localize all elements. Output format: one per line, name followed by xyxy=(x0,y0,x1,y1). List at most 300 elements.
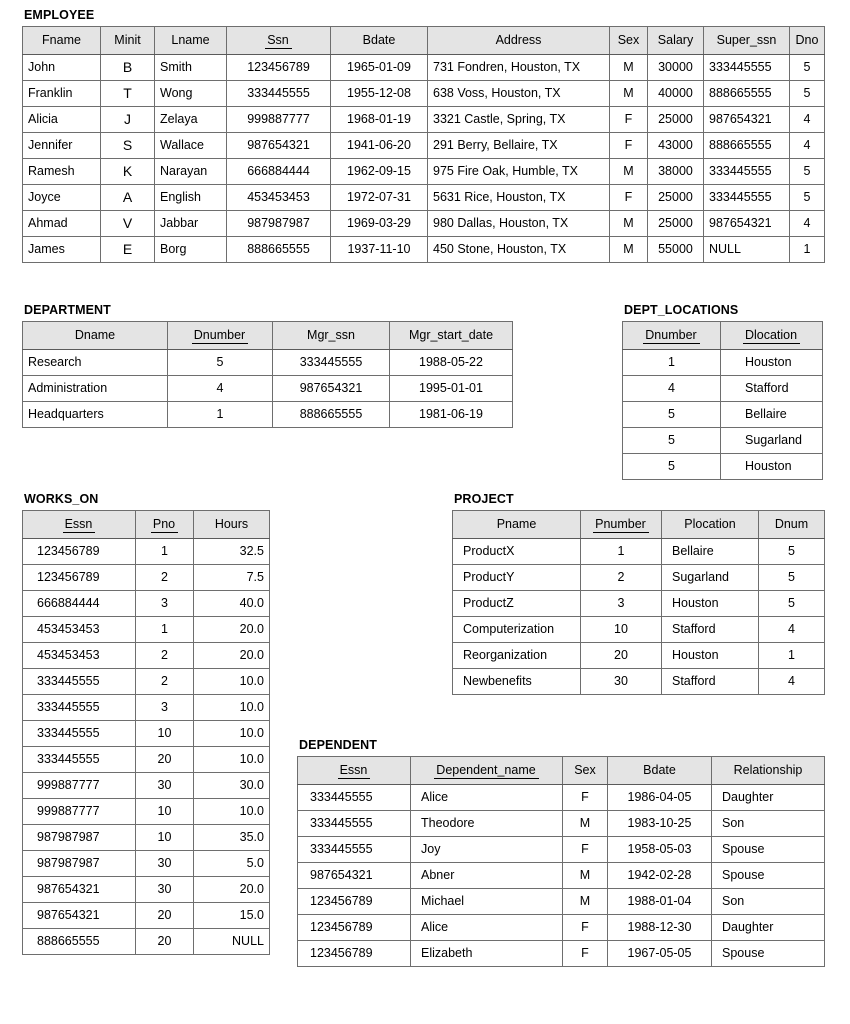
table-row xyxy=(23,81,825,107)
dept-locations-table-block xyxy=(622,303,823,480)
cell-ssn: 987987987 xyxy=(227,211,331,237)
cell-dname: Administration xyxy=(23,376,168,402)
table-row xyxy=(623,428,823,454)
cell-sex: M xyxy=(610,237,648,263)
cell-fname: Franklin xyxy=(23,81,101,107)
dept-locations-caption: DEPT_LOCATIONS xyxy=(624,303,739,317)
table-row xyxy=(23,721,270,747)
cell-super-ssn: 888665555 xyxy=(704,81,790,107)
cell-minit: J xyxy=(101,107,155,133)
cell-dependent-name: Alice xyxy=(411,785,563,811)
column-header-dno: Dno xyxy=(790,27,825,55)
table-row xyxy=(453,591,825,617)
cell-pnumber: 10 xyxy=(581,617,662,643)
cell-pname: ProductX xyxy=(453,539,581,565)
column-header-bdate: Bdate xyxy=(608,757,712,785)
cell-hours: 20.0 xyxy=(194,877,270,903)
cell-sex: F xyxy=(610,133,648,159)
works-on-header-row xyxy=(23,511,270,539)
cell-ssn: 666884444 xyxy=(227,159,331,185)
cell-plocation: Sugarland xyxy=(662,565,759,591)
table-row xyxy=(453,565,825,591)
cell-dno: 4 xyxy=(790,211,825,237)
department-relation xyxy=(22,321,513,428)
dependent-table-block xyxy=(297,738,825,967)
cell-ssn: 999887777 xyxy=(227,107,331,133)
cell-minit: T xyxy=(101,81,155,107)
employee-header-row xyxy=(23,27,825,55)
cell-dnum: 5 xyxy=(759,591,825,617)
cell-plocation: Bellaire xyxy=(662,539,759,565)
table-row xyxy=(23,107,825,133)
cell-dnumber: 1 xyxy=(168,402,273,428)
cell-address: 731 Fondren, Houston, TX xyxy=(428,55,610,81)
cell-address: 3321 Castle, Spring, TX xyxy=(428,107,610,133)
cell-lname: Smith xyxy=(155,55,227,81)
cell-dnum: 1 xyxy=(759,643,825,669)
table-row xyxy=(623,376,823,402)
cell-essn: 453453453 xyxy=(23,617,136,643)
cell-bdate: 1955-12-08 xyxy=(331,81,428,107)
column-header-lname: Lname xyxy=(155,27,227,55)
cell-super-ssn: NULL xyxy=(704,237,790,263)
cell-relationship: Son xyxy=(712,811,825,837)
table-row xyxy=(298,889,825,915)
cell-pname: Reorganization xyxy=(453,643,581,669)
cell-bdate: 1937-11-10 xyxy=(331,237,428,263)
employee-table-block xyxy=(22,8,825,263)
cell-ssn: 987654321 xyxy=(227,133,331,159)
column-header-ssn: Ssn xyxy=(227,27,331,55)
cell-hours: 5.0 xyxy=(194,851,270,877)
cell-address: 291 Berry, Bellaire, TX xyxy=(428,133,610,159)
column-header-dnumber: Dnumber xyxy=(168,322,273,350)
cell-dependent-name: Elizabeth xyxy=(411,941,563,967)
cell-sex: M xyxy=(610,159,648,185)
table-row xyxy=(23,237,825,263)
column-header-salary: Salary xyxy=(648,27,704,55)
cell-ssn: 333445555 xyxy=(227,81,331,107)
cell-sex: M xyxy=(563,863,608,889)
cell-plocation: Stafford xyxy=(662,617,759,643)
cell-ssn: 123456789 xyxy=(227,55,331,81)
cell-essn: 999887777 xyxy=(23,773,136,799)
cell-lname: Wong xyxy=(155,81,227,107)
dependent-caption: DEPENDENT xyxy=(299,738,377,752)
cell-pnumber: 1 xyxy=(581,539,662,565)
cell-essn: 666884444 xyxy=(23,591,136,617)
cell-pname: Computerization xyxy=(453,617,581,643)
cell-pno: 1 xyxy=(136,617,194,643)
works-on-table-block xyxy=(22,492,270,955)
cell-pname: Newbenefits xyxy=(453,669,581,695)
cell-essn: 333445555 xyxy=(298,811,411,837)
cell-plocation: Houston xyxy=(662,643,759,669)
table-row xyxy=(298,915,825,941)
table-row xyxy=(23,747,270,773)
cell-sex: M xyxy=(563,811,608,837)
table-row xyxy=(23,591,270,617)
cell-dno: 5 xyxy=(790,55,825,81)
table-row xyxy=(23,877,270,903)
cell-pname: ProductZ xyxy=(453,591,581,617)
cell-hours: NULL xyxy=(194,929,270,955)
table-row xyxy=(23,695,270,721)
cell-mgr-start-date: 1981-06-19 xyxy=(390,402,513,428)
cell-lname: Narayan xyxy=(155,159,227,185)
table-row xyxy=(298,837,825,863)
cell-dlocation: Stafford xyxy=(721,376,823,402)
column-header-sex: Sex xyxy=(610,27,648,55)
cell-sex: M xyxy=(563,889,608,915)
cell-essn: 333445555 xyxy=(23,669,136,695)
cell-salary: 40000 xyxy=(648,81,704,107)
cell-super-ssn: 333445555 xyxy=(704,55,790,81)
table-row xyxy=(23,350,513,376)
cell-essn: 987987987 xyxy=(23,851,136,877)
cell-dnumber: 4 xyxy=(168,376,273,402)
cell-super-ssn: 333445555 xyxy=(704,185,790,211)
table-row xyxy=(23,799,270,825)
cell-pnumber: 20 xyxy=(581,643,662,669)
column-header-dnum: Dnum xyxy=(759,511,825,539)
table-row xyxy=(453,643,825,669)
cell-dno: 1 xyxy=(790,237,825,263)
cell-salary: 38000 xyxy=(648,159,704,185)
cell-lname: English xyxy=(155,185,227,211)
column-header-dlocation: Dlocation xyxy=(721,322,823,350)
cell-bdate: 1962-09-15 xyxy=(331,159,428,185)
cell-address: 980 Dallas, Houston, TX xyxy=(428,211,610,237)
cell-address: 5631 Rice, Houston, TX xyxy=(428,185,610,211)
cell-relationship: Daughter xyxy=(712,785,825,811)
table-row xyxy=(23,929,270,955)
column-header-essn: Essn xyxy=(298,757,411,785)
cell-hours: 20.0 xyxy=(194,617,270,643)
column-header-pname: Pname xyxy=(453,511,581,539)
table-row xyxy=(23,539,270,565)
dependent-header-row xyxy=(298,757,825,785)
table-row xyxy=(23,402,513,428)
cell-relationship: Spouse xyxy=(712,941,825,967)
table-row xyxy=(23,55,825,81)
cell-essn: 987654321 xyxy=(298,863,411,889)
dept-locations-header-row xyxy=(623,322,823,350)
cell-dependent-name: Theodore xyxy=(411,811,563,837)
cell-relationship: Spouse xyxy=(712,837,825,863)
cell-pno: 30 xyxy=(136,877,194,903)
column-header-mgr-ssn: Mgr_ssn xyxy=(273,322,390,350)
dept-locations-relation xyxy=(622,321,823,480)
cell-dlocation: Houston xyxy=(721,350,823,376)
cell-essn: 453453453 xyxy=(23,643,136,669)
cell-bdate: 1986-04-05 xyxy=(608,785,712,811)
cell-dno: 4 xyxy=(790,107,825,133)
cell-essn: 999887777 xyxy=(23,799,136,825)
cell-dnum: 5 xyxy=(759,539,825,565)
cell-minit: S xyxy=(101,133,155,159)
cell-dlocation: Houston xyxy=(721,454,823,480)
cell-super-ssn: 888665555 xyxy=(704,133,790,159)
cell-sex: F xyxy=(610,185,648,211)
cell-sex: F xyxy=(563,837,608,863)
column-header-pno: Pno xyxy=(136,511,194,539)
cell-relationship: Daughter xyxy=(712,915,825,941)
cell-pno: 20 xyxy=(136,747,194,773)
cell-dependent-name: Abner xyxy=(411,863,563,889)
cell-hours: 30.0 xyxy=(194,773,270,799)
cell-minit: B xyxy=(101,55,155,81)
cell-mgr-ssn: 888665555 xyxy=(273,402,390,428)
cell-pno: 10 xyxy=(136,825,194,851)
cell-dname: Research xyxy=(23,350,168,376)
cell-address: 450 Stone, Houston, TX xyxy=(428,237,610,263)
table-row xyxy=(23,903,270,929)
column-header-pnumber: Pnumber xyxy=(581,511,662,539)
cell-dnum: 4 xyxy=(759,669,825,695)
cell-bdate: 1983-10-25 xyxy=(608,811,712,837)
cell-dno: 4 xyxy=(790,133,825,159)
cell-dno: 5 xyxy=(790,159,825,185)
cell-lname: Wallace xyxy=(155,133,227,159)
cell-pnumber: 2 xyxy=(581,565,662,591)
cell-dependent-name: Alice xyxy=(411,915,563,941)
table-row xyxy=(23,185,825,211)
cell-pno: 2 xyxy=(136,669,194,695)
cell-dnumber: 5 xyxy=(168,350,273,376)
table-row xyxy=(23,669,270,695)
table-row xyxy=(23,565,270,591)
cell-salary: 55000 xyxy=(648,237,704,263)
cell-pno: 20 xyxy=(136,903,194,929)
table-row xyxy=(298,785,825,811)
cell-salary: 25000 xyxy=(648,185,704,211)
cell-essn: 333445555 xyxy=(23,721,136,747)
cell-ssn: 888665555 xyxy=(227,237,331,263)
cell-pno: 2 xyxy=(136,565,194,591)
cell-fname: James xyxy=(23,237,101,263)
cell-bdate: 1942-02-28 xyxy=(608,863,712,889)
cell-essn: 123456789 xyxy=(23,565,136,591)
cell-hours: 40.0 xyxy=(194,591,270,617)
project-caption: PROJECT xyxy=(454,492,514,506)
cell-bdate: 1941-06-20 xyxy=(331,133,428,159)
cell-essn: 123456789 xyxy=(298,889,411,915)
cell-essn: 333445555 xyxy=(23,747,136,773)
table-row xyxy=(23,133,825,159)
employee-relation xyxy=(22,26,825,263)
column-header-mgr-start-date: Mgr_start_date xyxy=(390,322,513,350)
cell-bdate: 1988-12-30 xyxy=(608,915,712,941)
department-header-row xyxy=(23,322,513,350)
cell-essn: 333445555 xyxy=(298,837,411,863)
cell-mgr-start-date: 1988-05-22 xyxy=(390,350,513,376)
cell-bdate: 1969-03-29 xyxy=(331,211,428,237)
table-row xyxy=(298,863,825,889)
cell-pno: 30 xyxy=(136,851,194,877)
cell-bdate: 1967-05-05 xyxy=(608,941,712,967)
table-row xyxy=(23,851,270,877)
table-row xyxy=(23,825,270,851)
column-header-plocation: Plocation xyxy=(662,511,759,539)
table-row xyxy=(23,376,513,402)
cell-salary: 43000 xyxy=(648,133,704,159)
cell-lname: Jabbar xyxy=(155,211,227,237)
cell-fname: Jennifer xyxy=(23,133,101,159)
cell-pno: 10 xyxy=(136,799,194,825)
cell-essn: 987987987 xyxy=(23,825,136,851)
cell-dependent-name: Michael xyxy=(411,889,563,915)
cell-hours: 10.0 xyxy=(194,669,270,695)
cell-pno: 3 xyxy=(136,591,194,617)
table-row xyxy=(23,159,825,185)
cell-pno: 3 xyxy=(136,695,194,721)
cell-dname: Headquarters xyxy=(23,402,168,428)
cell-super-ssn: 333445555 xyxy=(704,159,790,185)
cell-dnum: 4 xyxy=(759,617,825,643)
project-header-row xyxy=(453,511,825,539)
cell-essn: 987654321 xyxy=(23,877,136,903)
cell-sex: F xyxy=(563,941,608,967)
column-header-super-ssn: Super_ssn xyxy=(704,27,790,55)
cell-bdate: 1965-01-09 xyxy=(331,55,428,81)
column-header-sex: Sex xyxy=(563,757,608,785)
cell-fname: John xyxy=(23,55,101,81)
cell-dnumber: 5 xyxy=(623,428,721,454)
employee-caption: EMPLOYEE xyxy=(24,8,95,22)
cell-dnumber: 1 xyxy=(623,350,721,376)
cell-hours: 10.0 xyxy=(194,747,270,773)
column-header-hours: Hours xyxy=(194,511,270,539)
cell-lname: Zelaya xyxy=(155,107,227,133)
column-header-dnumber: Dnumber xyxy=(623,322,721,350)
cell-bdate: 1972-07-31 xyxy=(331,185,428,211)
cell-mgr-ssn: 333445555 xyxy=(273,350,390,376)
cell-minit: E xyxy=(101,237,155,263)
cell-essn: 333445555 xyxy=(298,785,411,811)
cell-pno: 2 xyxy=(136,643,194,669)
cell-pno: 30 xyxy=(136,773,194,799)
column-header-bdate: Bdate xyxy=(331,27,428,55)
column-header-dname: Dname xyxy=(23,322,168,350)
table-row xyxy=(623,454,823,480)
cell-pno: 20 xyxy=(136,929,194,955)
cell-essn: 123456789 xyxy=(298,941,411,967)
table-row xyxy=(453,669,825,695)
cell-dnumber: 5 xyxy=(623,454,721,480)
cell-dependent-name: Joy xyxy=(411,837,563,863)
cell-hours: 20.0 xyxy=(194,643,270,669)
column-header-essn: Essn xyxy=(23,511,136,539)
cell-bdate: 1988-01-04 xyxy=(608,889,712,915)
table-row xyxy=(23,617,270,643)
cell-pno: 1 xyxy=(136,539,194,565)
cell-ssn: 453453453 xyxy=(227,185,331,211)
cell-essn: 333445555 xyxy=(23,695,136,721)
cell-dno: 5 xyxy=(790,185,825,211)
cell-hours: 15.0 xyxy=(194,903,270,929)
cell-salary: 30000 xyxy=(648,55,704,81)
column-header-address: Address xyxy=(428,27,610,55)
cell-fname: Alicia xyxy=(23,107,101,133)
table-row xyxy=(298,941,825,967)
table-row xyxy=(23,773,270,799)
cell-essn: 123456789 xyxy=(23,539,136,565)
cell-sex: F xyxy=(563,915,608,941)
cell-address: 638 Voss, Houston, TX xyxy=(428,81,610,107)
cell-dlocation: Bellaire xyxy=(721,402,823,428)
cell-hours: 32.5 xyxy=(194,539,270,565)
cell-sex: F xyxy=(610,107,648,133)
department-caption: DEPARTMENT xyxy=(24,303,111,317)
column-header-minit: Minit xyxy=(101,27,155,55)
cell-pno: 10 xyxy=(136,721,194,747)
cell-fname: Ahmad xyxy=(23,211,101,237)
column-header-fname: Fname xyxy=(23,27,101,55)
cell-salary: 25000 xyxy=(648,211,704,237)
cell-address: 975 Fire Oak, Humble, TX xyxy=(428,159,610,185)
cell-super-ssn: 987654321 xyxy=(704,211,790,237)
cell-dno: 5 xyxy=(790,81,825,107)
cell-essn: 987654321 xyxy=(23,903,136,929)
table-row xyxy=(453,617,825,643)
cell-fname: Joyce xyxy=(23,185,101,211)
works-on-caption: WORKS_ON xyxy=(24,492,99,506)
cell-relationship: Spouse xyxy=(712,863,825,889)
cell-super-ssn: 987654321 xyxy=(704,107,790,133)
cell-minit: K xyxy=(101,159,155,185)
cell-pnumber: 3 xyxy=(581,591,662,617)
cell-hours: 10.0 xyxy=(194,721,270,747)
cell-sex: F xyxy=(563,785,608,811)
cell-minit: V xyxy=(101,211,155,237)
table-row xyxy=(23,643,270,669)
table-row xyxy=(298,811,825,837)
cell-hours: 7.5 xyxy=(194,565,270,591)
table-row xyxy=(23,211,825,237)
cell-hours: 35.0 xyxy=(194,825,270,851)
department-table-block xyxy=(22,303,513,428)
cell-sex: M xyxy=(610,81,648,107)
cell-hours: 10.0 xyxy=(194,799,270,825)
project-relation xyxy=(452,510,825,695)
table-row xyxy=(453,539,825,565)
cell-essn: 123456789 xyxy=(298,915,411,941)
cell-salary: 25000 xyxy=(648,107,704,133)
cell-plocation: Houston xyxy=(662,591,759,617)
cell-pname: ProductY xyxy=(453,565,581,591)
cell-dlocation: Sugarland xyxy=(721,428,823,454)
cell-mgr-start-date: 1995-01-01 xyxy=(390,376,513,402)
table-row xyxy=(623,402,823,428)
cell-bdate: 1958-05-03 xyxy=(608,837,712,863)
cell-relationship: Son xyxy=(712,889,825,915)
cell-dnum: 5 xyxy=(759,565,825,591)
dependent-relation xyxy=(297,756,825,967)
cell-sex: M xyxy=(610,211,648,237)
cell-pnumber: 30 xyxy=(581,669,662,695)
cell-minit: A xyxy=(101,185,155,211)
cell-mgr-ssn: 987654321 xyxy=(273,376,390,402)
column-header-relationship: Relationship xyxy=(712,757,825,785)
cell-sex: M xyxy=(610,55,648,81)
table-row xyxy=(623,350,823,376)
cell-dnumber: 4 xyxy=(623,376,721,402)
project-table-block xyxy=(452,492,825,695)
cell-hours: 10.0 xyxy=(194,695,270,721)
cell-fname: Ramesh xyxy=(23,159,101,185)
cell-plocation: Stafford xyxy=(662,669,759,695)
